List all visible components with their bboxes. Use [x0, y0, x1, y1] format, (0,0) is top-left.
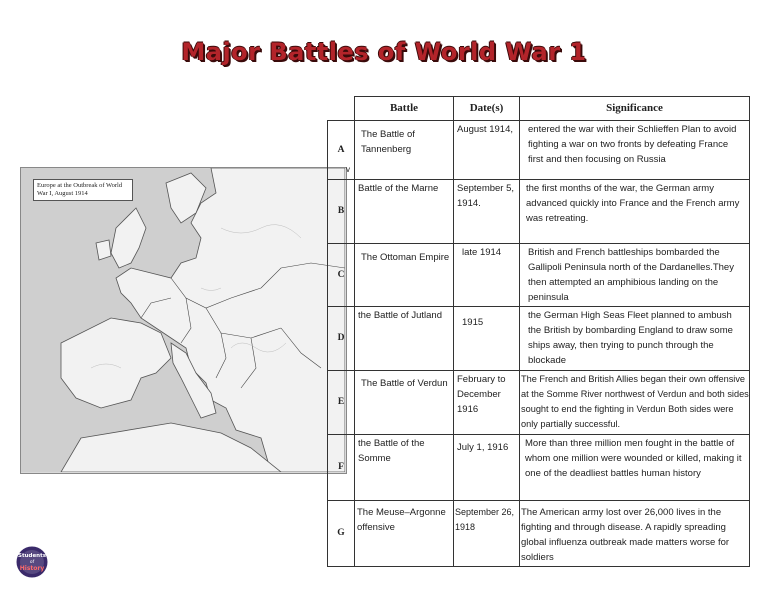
students-of-history-logo	[16, 546, 48, 578]
significance-cell: British and French battleships bombarded the Gallipoli Peninsula north of the Dardanelles.They then attempted an amphibious landing on the peninsula	[520, 244, 750, 307]
dates-cell: late 1914	[454, 244, 520, 307]
significance-cell: More than three million men fought in the battle of whom one million were wounded or killed, making it one of the deadliest battles human history	[520, 435, 750, 501]
battle-cell: Battle of the Marne	[355, 180, 454, 244]
battle-cell: The Battle of Verdun	[355, 371, 454, 435]
header-blank	[328, 97, 355, 121]
logo-icon	[16, 546, 48, 578]
row-letter: E	[328, 371, 355, 435]
logo-line3: History	[19, 565, 45, 572]
battle-cell: The Battle of Tannenberg	[355, 121, 454, 180]
map-caption: Europe at the Outbreak of World War I, August 1914	[33, 179, 133, 201]
table-row	[328, 121, 750, 180]
logo-line1: Students	[18, 553, 46, 559]
header-dates: Date(s)	[454, 97, 520, 121]
dates-cell: 1915	[454, 307, 520, 371]
significance-cell: The French and British Allies began their own offensive at the Somme River northwest of Verdun and both sides sought to end the fighting in Verdun Both sides were only partially successful.	[520, 371, 750, 435]
battle-cell: the Battle of the Somme	[355, 435, 454, 501]
table-header-row	[328, 97, 750, 121]
table-row	[328, 501, 750, 567]
table-row	[328, 435, 750, 501]
battle-cell: The Ottoman Empire	[355, 244, 454, 307]
row-letter: G	[328, 501, 355, 567]
significance-cell: the first months of the war, the German army advanced quickly into France and the French army was retreating.	[520, 180, 750, 244]
table-row	[328, 244, 750, 307]
row-letter: D	[328, 307, 355, 371]
page-title: Major Battles of World War 1	[181, 38, 587, 66]
table-row	[328, 180, 750, 244]
table-row	[328, 307, 750, 371]
significance-cell: The American army lost over 26,000 lives in the fighting and through disease. A rapidly spreading global influenza outbreak made matters worse for soldiers	[520, 501, 750, 567]
europe-map	[20, 167, 347, 474]
significance-cell: entered the war with their Schlieffen Plan to avoid fighting a war on two fronts by defeating France first and then focusing on Russia	[520, 121, 750, 180]
row-letter: C	[328, 244, 355, 307]
battles-table	[327, 96, 750, 567]
row-letter: F	[328, 435, 355, 501]
europe-map-icon	[21, 168, 345, 472]
header-significance: Significance	[520, 97, 750, 121]
row-letter: A v	[328, 121, 355, 180]
dates-cell: September 5, 1914.	[454, 180, 520, 244]
significance-cell: the German High Seas Fleet planned to ambush the British by bombarding England to draw some ships away, then trying to punch through the blockade	[520, 307, 750, 371]
row-mark: v	[346, 165, 350, 174]
logo-line2: of	[29, 560, 35, 565]
header-battle: Battle	[355, 97, 454, 121]
dates-cell: August 1914,	[454, 121, 520, 180]
battle-cell: the Battle of Jutland	[355, 307, 454, 371]
dates-cell: September 26, 1918	[454, 501, 520, 567]
row-letter: B	[328, 180, 355, 244]
dates-cell: July 1, 1916	[454, 435, 520, 501]
dates-cell: February to December 1916	[454, 371, 520, 435]
battle-cell: The Meuse–Argonne offensive	[355, 501, 454, 567]
table-row	[328, 371, 750, 435]
